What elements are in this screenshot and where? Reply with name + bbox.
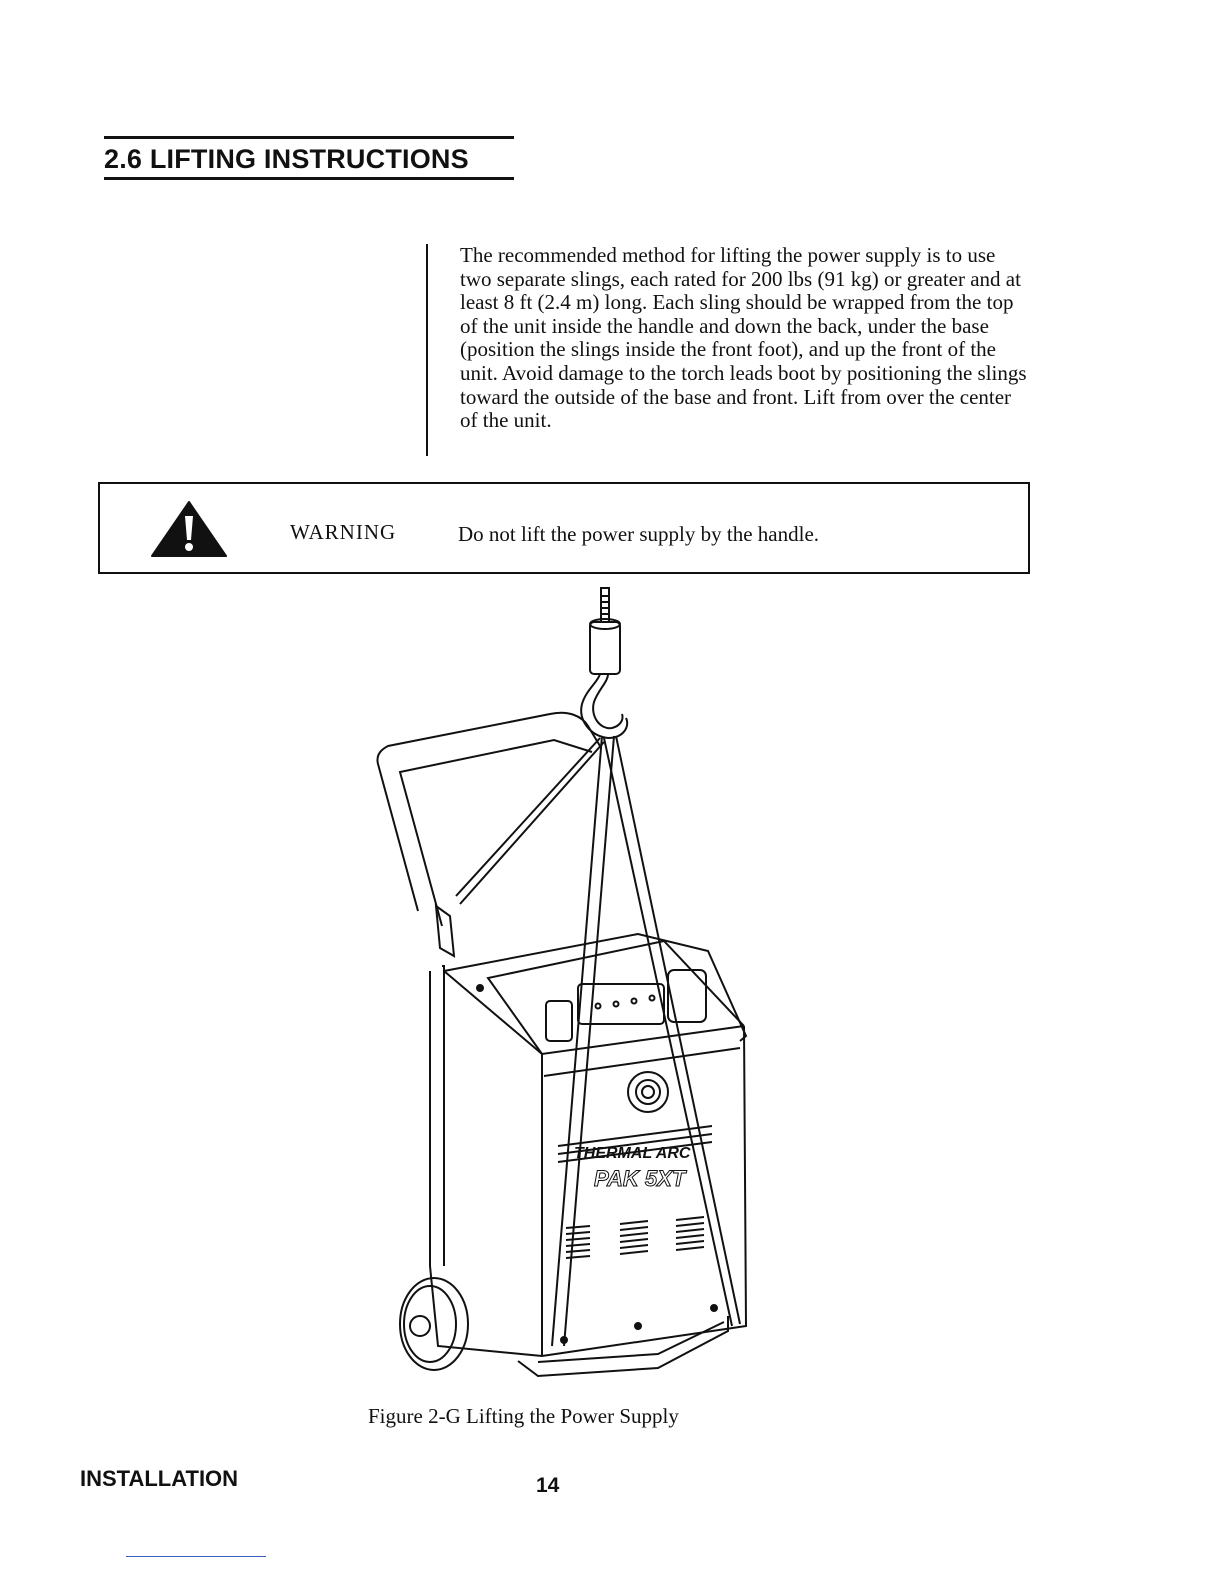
crane-hook-icon — [581, 588, 627, 738]
heading-rule-bottom — [104, 177, 514, 180]
bottom-rule — [126, 1556, 266, 1557]
warning-text: Do not lift the power supply by the handle. — [458, 522, 820, 546]
brand-text-line1: THERMAL ARC — [574, 1145, 691, 1162]
footer-section-name: INSTALLATION — [80, 1466, 239, 1491]
section-heading — [104, 136, 514, 180]
lifting-figure — [368, 586, 768, 1386]
warning-box — [98, 482, 1030, 574]
intro-paragraph: The recommended method for lifting the power supply is to use two separate slings, each rated for 200 lbs (91 kg) or greater and at least 8 ft (2.4 m) long. Each sling should be wrapped from the top of the unit inside the handle and down the back, under the base (position the slings inside the front foot), and up the front of the unit. Avoid damage to the torch leads boot by positioning the slings toward the outside of the base and front. Lift from over the center of the unit. — [460, 243, 1027, 433]
page-number: 14 — [536, 1474, 560, 1497]
change-bar — [426, 244, 428, 456]
intro-block — [426, 244, 1036, 433]
heading-rule-top — [104, 136, 514, 139]
section-title: 2.6 LIFTING INSTRUCTIONS — [104, 144, 469, 174]
figure-caption: Figure 2-G Lifting the Power Supply — [368, 1404, 679, 1428]
lifting-slings — [456, 736, 740, 1346]
brand-text-line2: PAK 5XT — [594, 1166, 686, 1191]
warning-label: WARNING — [290, 520, 397, 544]
power-supply-unit-icon — [377, 713, 746, 1376]
warning-triangle-icon — [150, 500, 228, 558]
